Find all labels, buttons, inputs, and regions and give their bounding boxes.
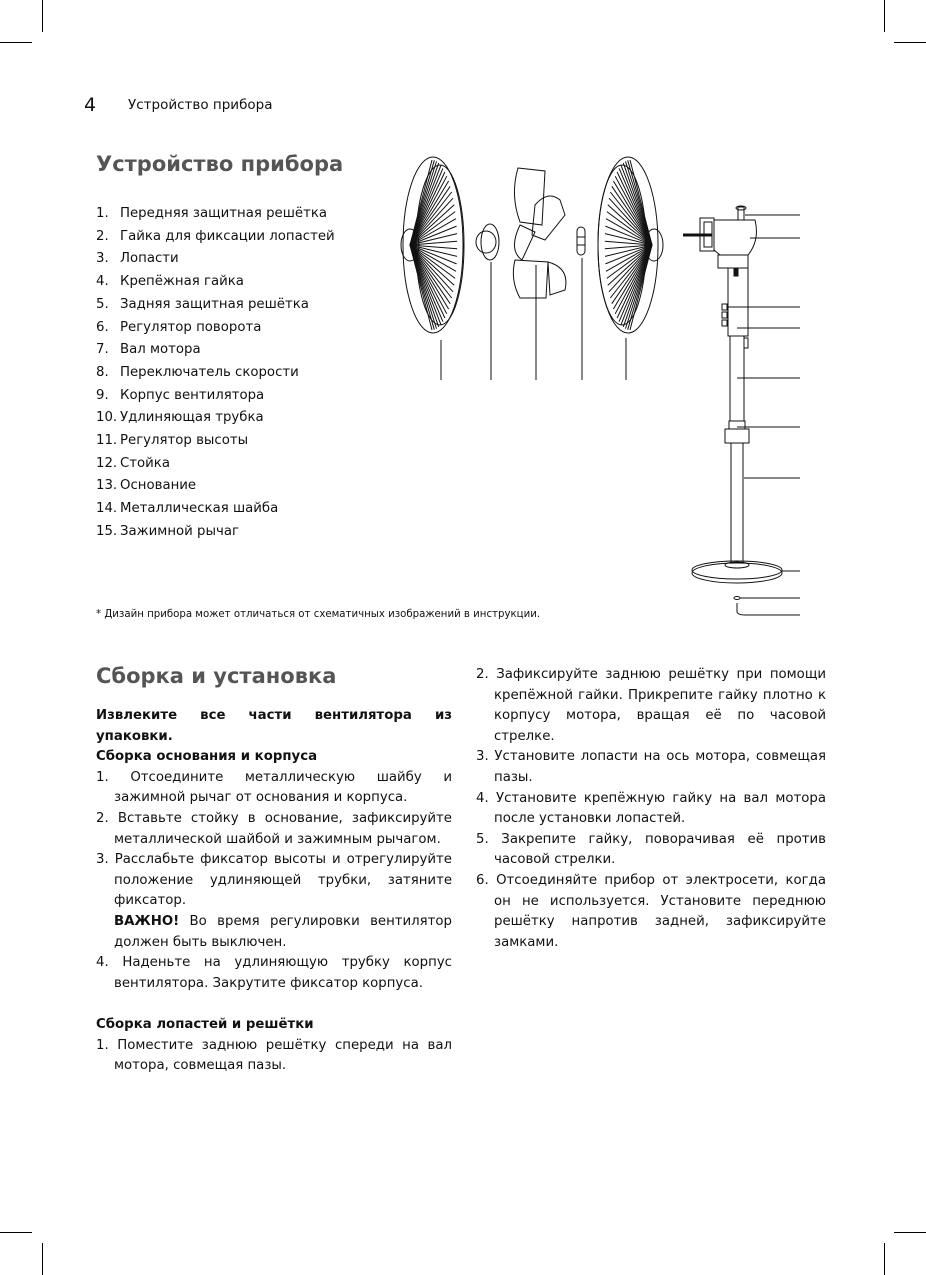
base-step: 1. Отсоедините металлическую шайбу и зажимной рычаг от основания и корпуса.: [96, 769, 452, 806]
part-number: 3.: [96, 251, 109, 267]
page-number: 4: [84, 94, 97, 116]
blades-step: 4. Установите крепёжную гайку на вал мотора после установки лопастей.: [476, 790, 826, 827]
part-number: 15.: [96, 523, 118, 539]
important-label: ВАЖНО!: [114, 913, 180, 929]
blade-nut-drawing: [476, 224, 499, 260]
part-label: Крепёжная гайка: [120, 274, 244, 290]
part-label: Гайка для фиксации лопастей: [120, 228, 335, 244]
part-label: Удлиняющая трубка: [120, 410, 264, 426]
important-note: [96, 912, 452, 953]
part-label: Стойка: [120, 455, 170, 471]
important-text: Во время регулировки вентилятор должен быть выключен.: [114, 913, 452, 950]
part-number: 2.: [96, 228, 109, 244]
base-step: 3. Расслабьте фиксатор высоты и отрегулируйте положение удлиняющей трубки, затяните фиксатор.: [96, 852, 452, 909]
blades-drawing: [513, 168, 566, 298]
base-step: 4. Наденьте на удлиняющую трубку корпус вентилятора. Закрутите фиксатор корпуса.: [96, 955, 452, 991]
front-grille-drawing: [401, 157, 464, 333]
part-number: 8.: [96, 364, 109, 380]
base-step: 2. Вставьте стойку в основание, зафиксируйте металлической шайбой и зажимным рычагом.: [96, 810, 452, 847]
design-footnote: * Дизайн прибора может отличаться от схематичных изображений в инструкции.: [96, 609, 541, 620]
crop-mark: [0, 1232, 32, 1233]
part-label: Регулятор высоты: [120, 433, 249, 449]
device-section-title: Устройство прибора: [96, 152, 344, 176]
crop-mark: [884, 1243, 885, 1275]
blades-step: 2. Зафиксируйте заднюю решётку при помощи крепёжной гайки. Прикрепите гайку плотно к корпусу мотора, вращая её по часовой стрелке.: [476, 667, 826, 744]
part-number: 6.: [96, 319, 109, 335]
part-label: Регулятор поворота: [120, 319, 262, 335]
part-label: Задняя защитная решётка: [120, 296, 309, 312]
blades-step: 3. Установите лопасти на ось мотора, совмещая пазы.: [476, 749, 826, 785]
right-column: [476, 665, 826, 953]
part-label: Переключатель скорости: [120, 364, 299, 380]
left-column: [96, 706, 452, 1077]
part-number: 10.: [96, 410, 118, 426]
motor-and-stand-drawing: [683, 206, 782, 615]
part-label: Металлическая шайба: [120, 501, 279, 517]
part-number: 5.: [96, 296, 109, 312]
blades-step: 6. Отсоединяйте прибор от электросети, когда он не используется. Установите переднюю решётку напротив задней, зафиксируйте замками.: [476, 872, 826, 950]
part-number: 13.: [96, 478, 118, 494]
part-number: 7.: [96, 342, 109, 358]
part-number: 14.: [96, 501, 118, 517]
leader-lines: [441, 258, 626, 380]
part-number: 4.: [96, 274, 109, 290]
running-title: Устройство прибора: [128, 97, 273, 113]
part-label: Лопасти: [120, 251, 179, 267]
assembly-section-title: Сборка и установка: [96, 664, 337, 688]
part-number: 1.: [96, 206, 109, 221]
blades-subtitle: Сборка лопастей и решётки: [96, 1016, 314, 1032]
part-label: Основание: [120, 478, 197, 494]
part-label: Корпус вентилятора: [120, 387, 265, 403]
fixing-nut-drawing: [577, 227, 585, 255]
part-label: Передняя защитная решётка: [120, 206, 328, 221]
blades-step: 1. Поместите заднюю решётку спереди на вал мотора, совмещая пазы.: [96, 1037, 452, 1074]
part-number: 9.: [96, 387, 109, 403]
part-label: Вал мотора: [120, 342, 201, 358]
part-number: 12.: [96, 455, 118, 471]
base-subtitle: Сборка основания и корпуса: [96, 749, 318, 765]
part-number: 11.: [96, 433, 118, 449]
crop-mark: [42, 1243, 43, 1275]
unpack-instruction: Извлеките все части вентилятора из упаковки.: [96, 708, 452, 744]
rear-grille-drawing: [598, 157, 663, 333]
part-label: Зажимной рычаг: [120, 523, 239, 539]
crop-mark: [894, 1232, 926, 1233]
blades-step: 5. Закрепите гайку, поворачивая её против часовой стрелки.: [476, 831, 826, 868]
